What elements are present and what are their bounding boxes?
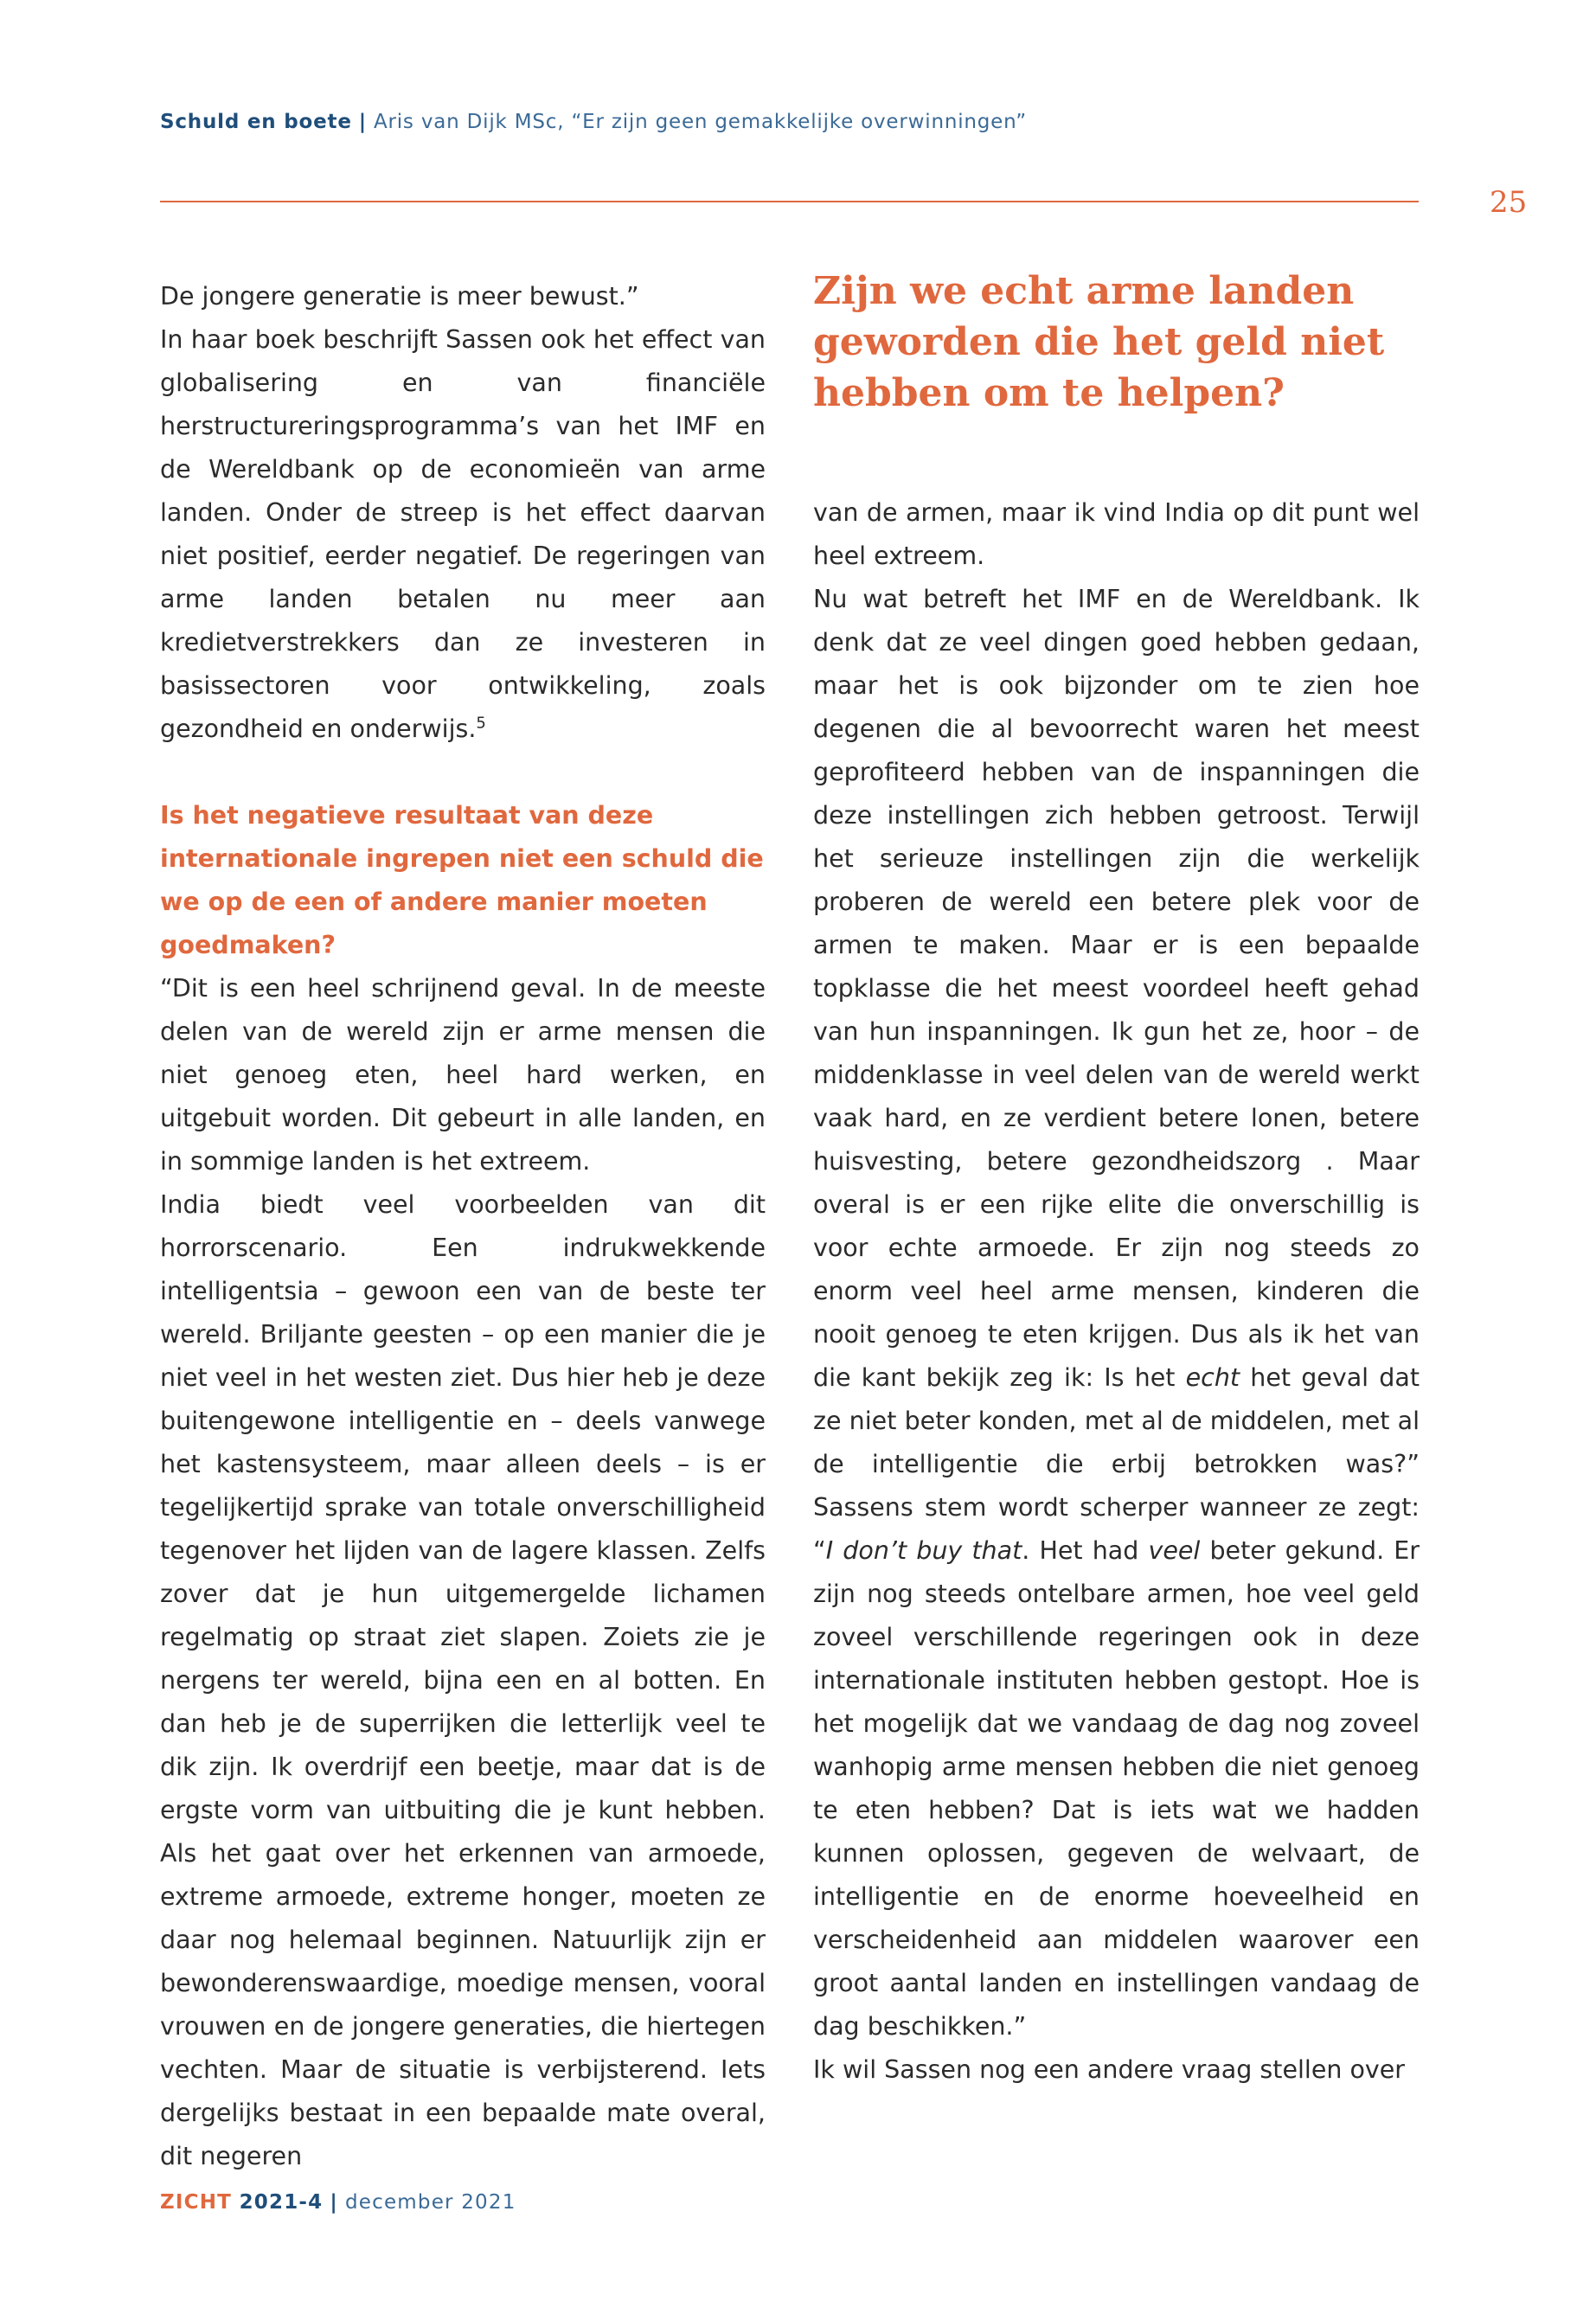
paragraph <box>160 318 766 751</box>
footer-date: december 2021 <box>344 2191 516 2214</box>
left-column <box>160 275 766 2178</box>
footer-issue: 2021-4 <box>239 2191 324 2214</box>
footer-magazine: ZICHT <box>160 2191 233 2214</box>
paragraph: van de armen, maar ik vind India op dit punt wel heel extreem. <box>813 498 1420 570</box>
paragraph: India biedt veel voorbeelden van dit horrorscenario. Een indrukwekkende intelligentsia – gewoon een van de beste ter wereld. Briljante geesten – op een manier die je niet veel in het westen ziet. Dus hier heb je deze buitengewone intelligentie en – deels vanwege het kastensysteem, maar alleen deels – is er tegelijkertijd sprake van totale onverschilligheid tegenover het lijden van de lagere klassen. Zelfs zover dat je hun uitgemergelde lichamen regelmatig op straat ziet slapen. Zoiets zie je nergens ter wereld, bijna een en al botten. En dan heb je de superrijken die letterlijk veel te dik zijn. Ik overdrijf een beetje, maar dat is de ergste vorm van uitbuiting die je kunt hebben. Als het gaat over het erkennen van armoede, extreme armoede, extreme honger, moeten ze daar nog helemaal beginnen. Natuurlijk zijn er bewonderenswaardige, moedige mensen, vooral vrouwen en de jongere generaties, die hiertegen vechten. Maar de situatie is verbijsterend. Iets dergelijks bestaat in een bepaalde mate overal, dit negeren <box>160 1190 766 2170</box>
page-footer <box>160 2191 516 2214</box>
header-separator: | <box>358 111 367 133</box>
header-section: Schuld en boete <box>160 111 352 133</box>
paragraph-text: . Het had <box>1022 1536 1139 1565</box>
interview-question: Is het negatieve resultaat van deze internationale ingrepen niet een schuld die we op de een of andere manier moeten goedmaken? <box>160 801 764 959</box>
paragraph: “Dit is een heel schrijnend geval. In de meeste delen van de wereld zijn er arme mensen die niet genoeg eten, heel hard werken, en uitgebuit worden. Dit gebeurt in alle landen, en in sommige landen is het extreem. <box>160 974 766 1176</box>
page-number: 25 <box>1490 185 1528 220</box>
footer-separator: | <box>330 2191 338 2214</box>
footnote-ref: 5 <box>476 714 486 733</box>
emphasis: veel <box>1148 1536 1201 1565</box>
running-header <box>160 111 1027 133</box>
paragraph <box>813 578 1420 2048</box>
right-column <box>813 491 1420 2092</box>
emphasis: echt <box>1185 1363 1240 1392</box>
paragraph-text: het geval dat ze niet beter konden, met al de middelen, met al de intelligentie die erbij betrokken was?” Sassens stem wordt scherper wanneer ze zegt: “ <box>813 1363 1420 1565</box>
paragraph-text: Nu wat betreft het IMF en de Wereldbank. Ik denk dat ze veel dingen goed hebben gedaan, maar het is ook bijzonder om te zien hoe degenen die al bevoorrecht waren het meest geprofiteerd hebben van de inspanningen die deze instellingen zich hebben getroost. Terwijl het serieuze instellingen zijn die werkelijk proberen de wereld een betere plek voor de armen te maken. Maar er is een bepaalde topklasse die het meest voordeel heeft gehad van hun inspanningen. Ik gun het ze, hoor – de middenklasse in veel delen van de wereld werkt vaak hard, en ze verdient betere lonen, betere huisvesting, betere gezondheidszorg . Maar overal is er een rijke elite die onverschillig is voor echte armoede. Er zijn nog steeds zo enorm veel heel arme mensen, kinderen die nooit genoeg te eten krijgen. Dus als ik het van die kant bekijk zeg ik: Is het <box>813 585 1420 1392</box>
paragraph-text: beter gekund. Er zijn nog steeds ontelbare armen, hoe veel geld zoveel verschillende regeringen ook in deze internationale instituten hebben gestopt. Hoe is het mogelijk dat we vandaag de dag nog zoveel wanhopig arme mensen hebben die niet genoeg te eten hebben? Dat is iets wat we hadden kunnen oplossen, gegeven de welvaart, de intelligentie en de enorme hoeveelheid en verscheidenheid aan middelen waarover een groot aantal landen en instellingen vandaag de dag beschikken.” <box>813 1536 1420 2041</box>
pull-quote: Zijn we echt arme landen geworden die het geld niet hebben om te helpen? <box>813 269 1385 415</box>
quote: I don’t buy that <box>825 1536 1022 1565</box>
paragraph: De jongere generatie is meer bewust.” <box>160 282 639 311</box>
header-rule <box>160 201 1419 202</box>
header-subtitle: Aris van Dijk MSc, “Er zijn geen gemakkelijke overwinningen” <box>373 111 1027 133</box>
paragraph: Ik wil Sassen nog een andere vraag stellen over <box>813 2055 1406 2084</box>
paragraph-text: In haar boek beschrijft Sassen ook het effect van globalisering en van financiële herstructureringsprogramma’s van het IMF en de Wereldbank op de economieën van arme landen. Onder de streep is het effect daarvan niet positief, eerder negatief. De regeringen van arme landen betalen nu meer aan kredietverstrekkers dan ze investeren in basissectoren voor ontwikkeling, zoals gezondheid en onderwijs. <box>160 325 766 743</box>
